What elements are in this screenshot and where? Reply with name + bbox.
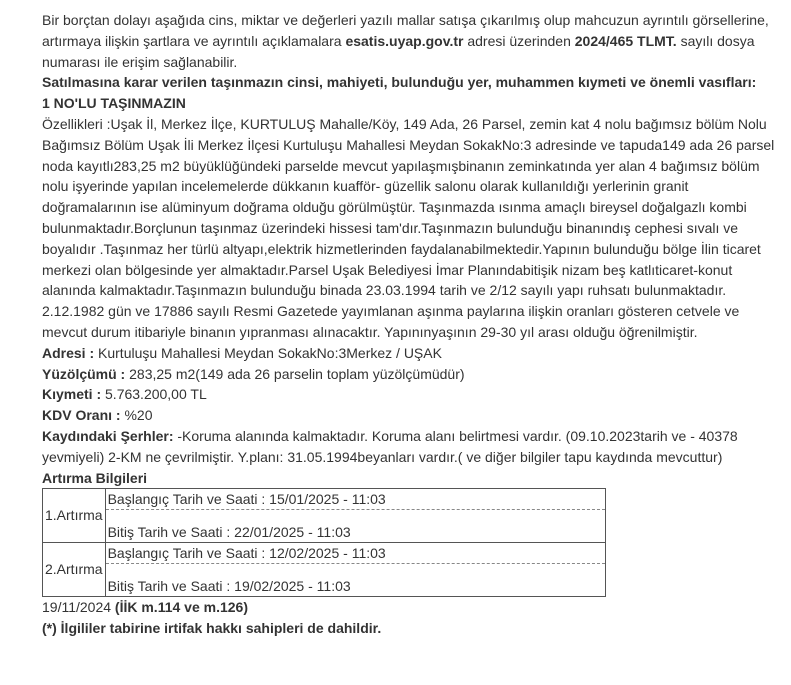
announcement-document [42,10,777,639]
footer-note: (*) İlgililer tabirine irtifak hakkı sahipleri de dahildir. [42,620,382,637]
features-paragraph: Özellikleri :Uşak İl, Merkez İlçe, KURTULUŞ Mahalle/Köy, 149 Ada, 26 Parsel, zemin kat 4 nolu bağımsız bölüm Nolu Bağımsız Bölüm Uşak İli Merkez İlçesi Kurtuluşu Mahallesi Meydan SokakNo:3 adresinde ve tapuda149 ada 26 parsel noda kayıtlı283,25 m2 büyüklüğündeki parselde mevcut yapılaşmışbinanın zeminkatında yer alan 4 bağımsız bölüm nolu işyerinde yapılan incelemelerde dükkanın kuafför- güzellik salonu olarak kullanıldığı yerlerinin granit doğramalarının ise alüminyum doğrama olduğu görülmüştür. Taşınmazda ısınma amaçlı bireysel doğalgazlı kombi bulunmaktadır.Borçlunun taşınmaz üzerindeki hissesi tam'dır.Taşınmazın bulunduğu binanındış cephesi sıvalı ve boyalıdır .Taşınmaz her türlü altyapı,elektrik hizmetlerinden faydalanabilmektedir.Yapının bulunduğu bölge İlin ticaret merkezi olan bölgesinde yer almaktadır.Parsel Uşak Belediyesi İmar Planındabitişik nizam beş katlıticaret-konut alanında kalmaktadır.Taşınmazın bulunduğu binada 23.03.1994 tarih ve 2/12 sayılı yapı ruhsatı bulunmaktadır. 2.12.1982 gün ve 17886 sayılı Resmi Gazetede yayımlanan aşınma paylarına ilişkin oranları gösteren cetvele ve mevcut durum itibariyle binanın yıpranması alınacaktır. Yapınınyaşının 29-30 yıl arası olduğu öğrenilmiştir. [42,115,775,340]
auction-start: Başlangıç Tarih ve Saati : 12/02/2025 - 11:03 [107,545,386,562]
table-row [43,543,606,597]
address-label: Adresi : [42,344,95,361]
vat-label: KDV Oranı : [42,407,121,424]
intro-text-1: Bir borçtan dolayı aşağıda cins, miktar ve değerleri yazılı mallar satışa çıkarılmış olup mahcuzun ayrıntılı görsellerine, artırmaya ilişkin şartlara ve ayrıntılı açıklamalara [42,12,769,49]
section-title: Satılmasına karar verilen taşınmazın cinsi, mahiyeti, bulunduğu yer, muhammen kıymeti ve önemli vasıfları: [42,74,757,91]
value-value: 5.763.200,00 TL [101,386,207,403]
footer-date-row [42,597,777,618]
auction-label: 2.Artırma [43,543,106,597]
auction-start: Başlangıç Tarih ve Saati : 15/01/2025 - 11:03 [107,491,386,508]
auction-end: Bitiş Tarih ve Saati : 19/02/2025 - 11:03 [107,578,351,595]
auction-label: 1.Artırma [43,489,106,543]
footer-law: (İİK m.114 ve m.126) [114,599,248,616]
remarks-label: Kaydındaki Şerhler: [42,427,174,444]
table-row [43,489,606,543]
footer-date: 19/11/2024 [42,599,115,616]
address-row [42,343,777,364]
address-value: Kurtuluşu Mahallesi Meydan SokakNo:3Merkez / UŞAK [94,344,442,361]
area-row [42,364,777,385]
auction-dates [105,543,605,597]
vat-value: %20 [120,407,153,424]
auction-title: Artırma Bilgileri [42,469,148,486]
remarks-row [42,426,777,468]
auction-table [42,488,606,597]
area-value: 283,25 m2(149 ada 26 parselin toplam yüzölçümüdür) [125,365,465,382]
vat-row [42,405,777,426]
value-label: Kıymeti : [42,386,102,403]
site-address: esatis.uyap.gov.tr [345,32,464,49]
intro-paragraph [42,10,777,72]
remarks-value: -Koruma alanında kalmaktadır. Koruma alanı belirtmesi vardır. (09.10.2023tarih ve - 40378 yevmiyeli) 2-KM ne çevrilmiştir. Y.planı: 31.05.1994beyanları vardır.( ve diğer bilgiler tapu kaydında mevcuttur) [42,427,738,465]
property-title: 1 NO'LU TAŞINMAZIN [42,95,186,112]
file-number: 2024/465 TLMT. [574,32,677,49]
value-row [42,384,777,405]
area-label: Yüzölçümü : [42,365,126,382]
intro-text-3: sayılı dosya numarası ile erişim sağlanabilir. [42,32,755,70]
auction-end: Bitiş Tarih ve Saati : 22/01/2025 - 11:03 [107,524,351,541]
intro-text-2: adresi üzerinden [463,32,575,49]
auction-dates [105,489,605,543]
